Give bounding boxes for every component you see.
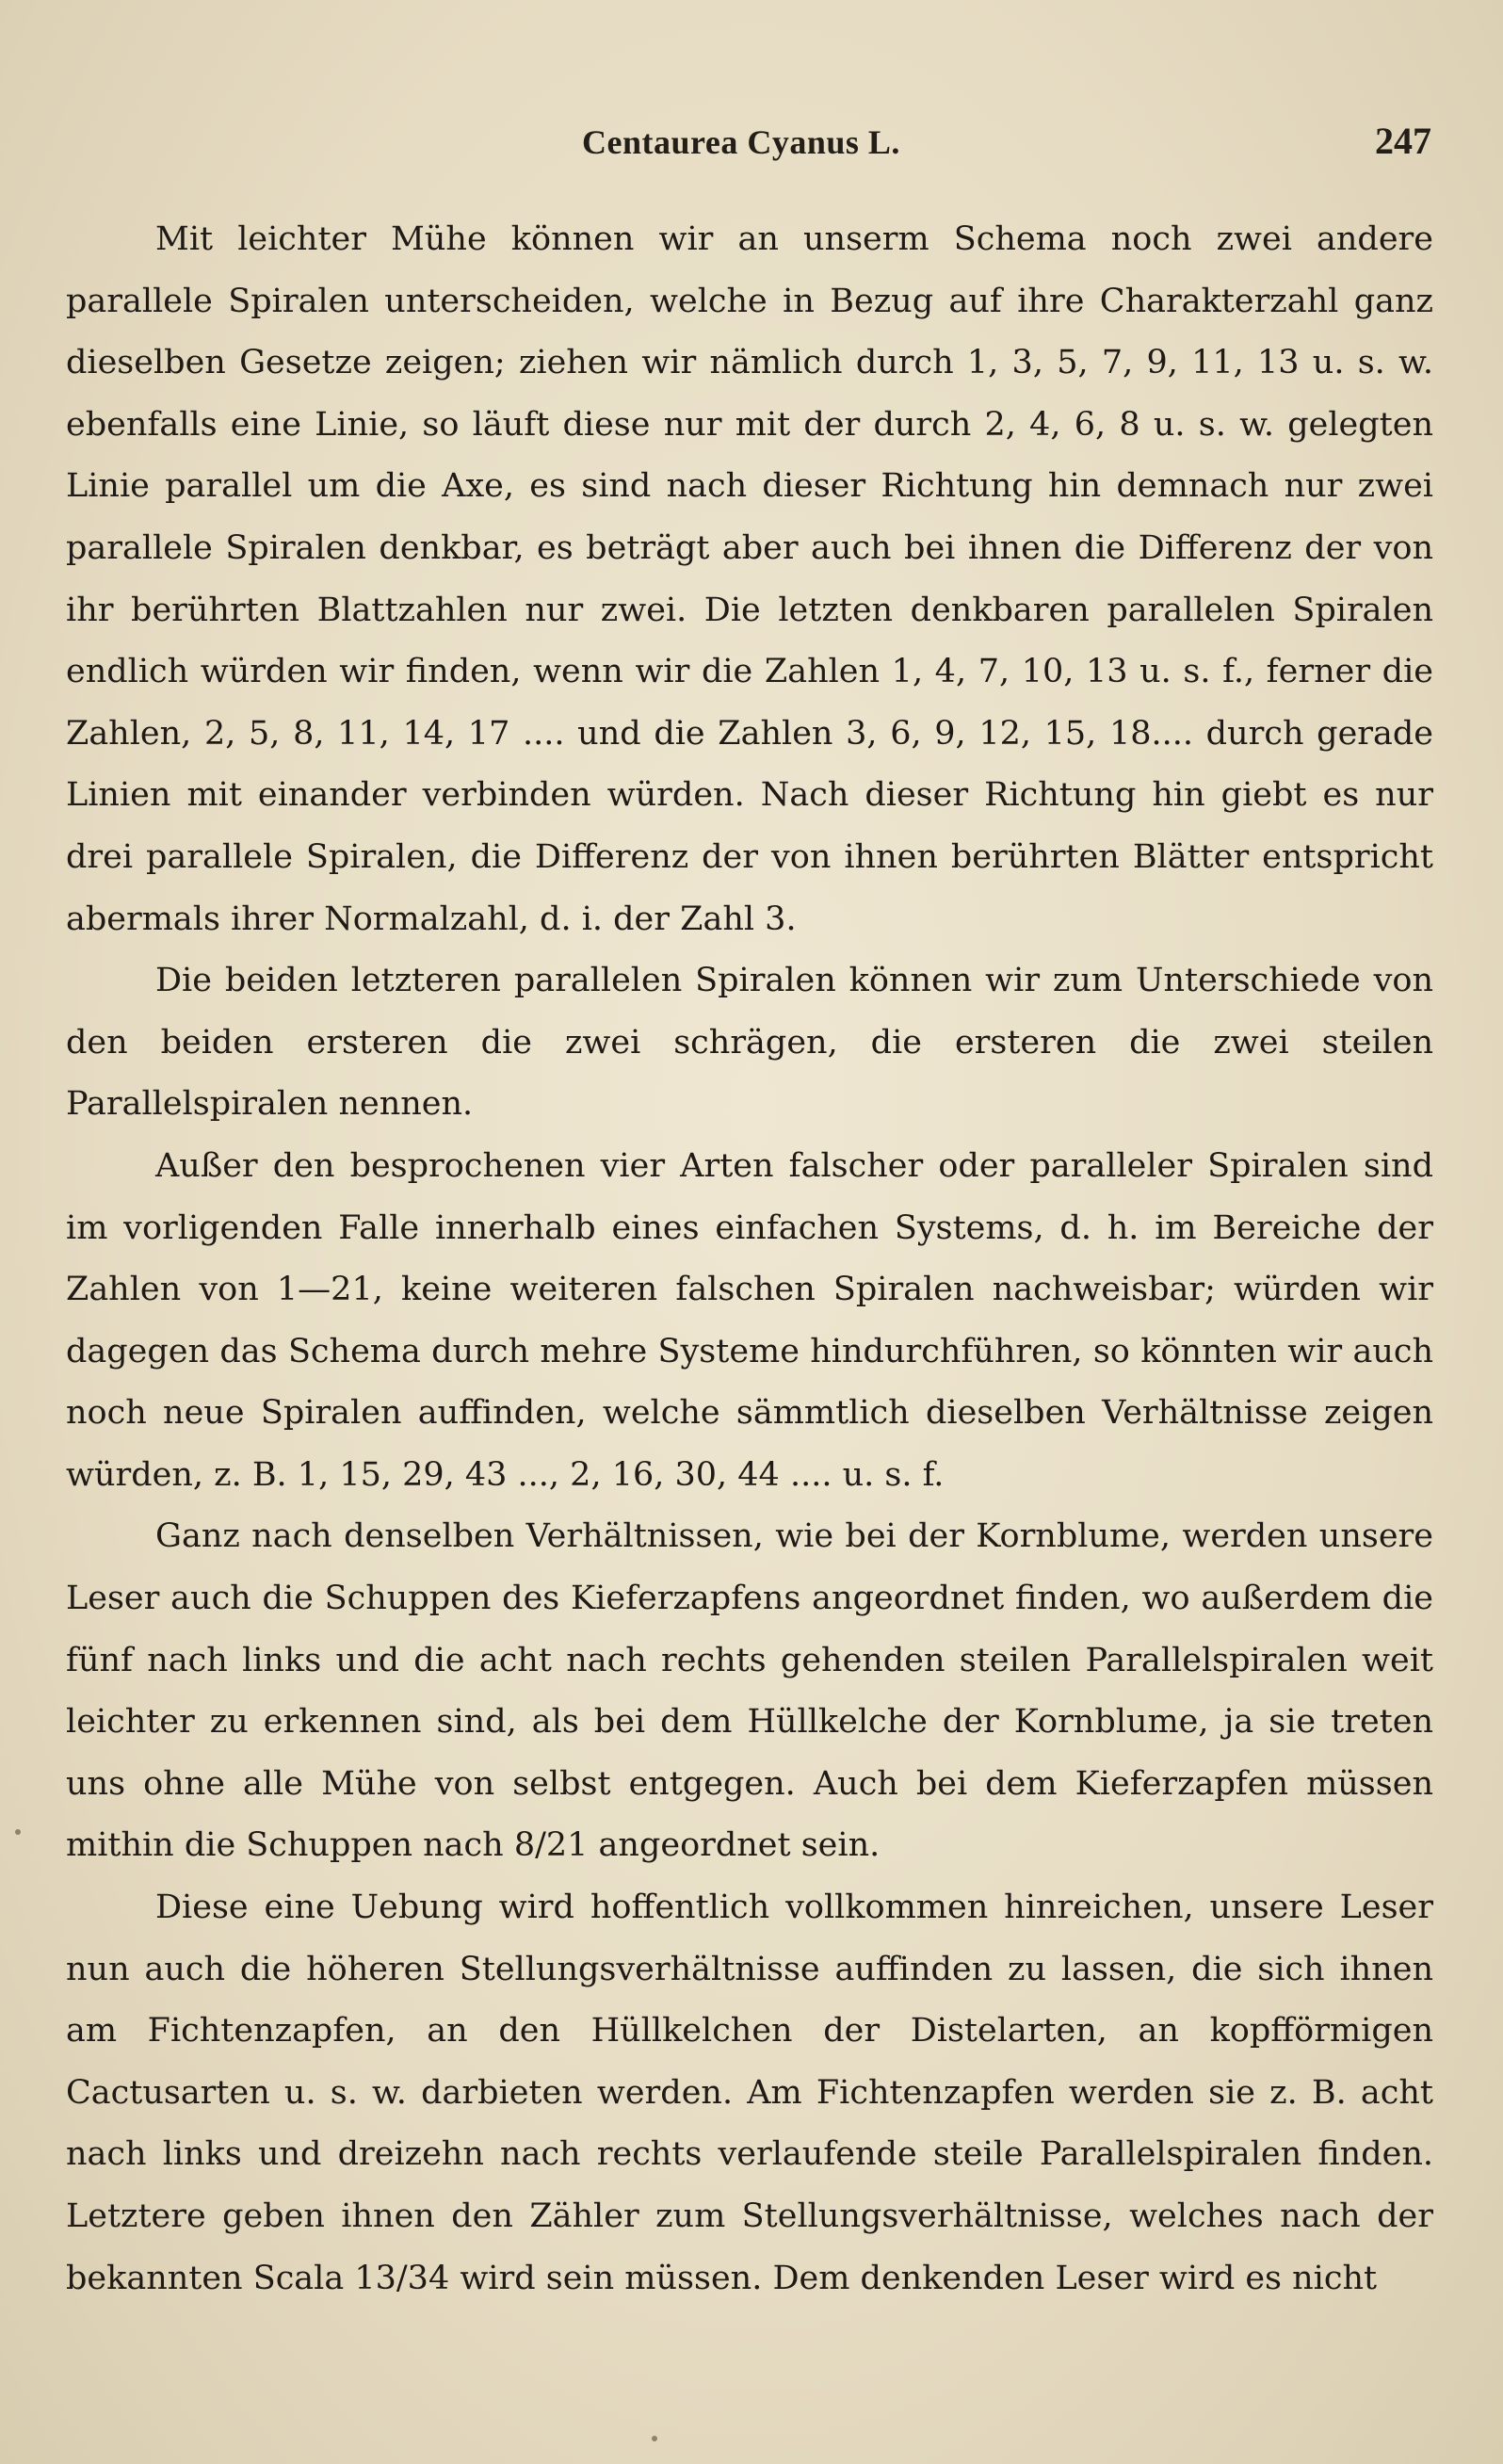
paragraph-1: Mit leichter Mühe können wir an unserm Schema noch zwei andere parallele Spiralen unterscheiden, welche in Bezug auf ihre Charakterzahl ganz dieselben Gesetze zeigen; ziehen wir nämlich durch 1, 3, 5, 7, 9, 11, 13 u. s. w. ebenfalls eine Linie, so läuft diese nur mit der durch 2, 4, 6, 8 u. s. w. gelegten Linie parallel um die Axe, es sind nach dieser Richtung hin demnach nur zwei parallele Spiralen denkbar, es beträgt aber auch bei ihnen die Differenz der von ihr berührten Blattzahlen nur zwei. Die letzten denkbaren parallelen Spiralen endlich würden wir finden, wenn wir die Zahlen 1, 4, 7, 10, 13 u. s. f., ferner die Zahlen, 2, 5, 8, 11, 14, 17 .... und die Zahlen 3, 6, 9, 12, 15, 18.... durch gerade Linien mit einander verbinden würden. Nach dieser Richtung hin giebt es nur drei parallele Spiralen, die Differenz der von ihnen berührten Blätter entspricht abermals ihrer Normalzahl, d. i. der Zahl 3.	[66, 220, 1433, 938]
paragraph-4: Ganz nach denselben Verhältnissen, wie bei der Kornblume, werden unsere Leser auch die Schuppen des Kieferzapfens angeordnet finden, wo außerdem die fünf nach links und die acht nach rechts gehenden steilen Parallelspiralen weit leichter zu erkennen sind, als bei dem Hüllkelche der Kornblume, ja sie treten uns ohne alle Mühe von selbst entgegen. Auch bei dem Kieferzapfen müssen mithin die Schuppen nach 8/21 angeordnet sein.	[66, 1517, 1433, 1865]
paper-speck	[652, 2436, 657, 2441]
running-title: Centaurea Cyanus L.	[582, 123, 900, 161]
paragraph-2: Die beiden letzteren parallelen Spiralen können wir zum Unterschiede von den beiden ersteren die zwei schrägen, die ersteren die zwei steilen Parallelspiralen nennen.	[66, 962, 1433, 1124]
running-head	[66, 122, 1431, 179]
paper-speck	[15, 1829, 21, 1835]
paragraph-3: Außer den besprochenen vier Arten falscher oder paralleler Spiralen sind im vorligenden Falle innerhalb eines einfachen Systems, d. h. im Bereiche der Zahlen von 1—21, keine weiteren falschen Spiralen nachweisbar; würden wir dagegen das Schema durch mehre Systeme hindurchführen, so könnten wir auch noch neue Spiralen auffinden, welche sämmtlich dieselben Verhältnisse zeigen würden, z. B. 1, 15, 29, 43 ..., 2, 16, 30, 44 .... u. s. f.	[66, 1146, 1433, 1494]
body-text	[66, 209, 1433, 2310]
paragraph-5: Diese eine Uebung wird hoffentlich vollkommen hinreichen, unsere Leser nun auch die höheren Stellungsverhältnisse auffinden zu lassen, die sich ihnen am Fichtenzapfen, an den Hüllkelchen der Distelarten, an kopfförmigen Cactusarten u. s. w. darbieten werden. Am Fichtenzapfen werden sie z. B. acht nach links und dreizehn nach rechts verlaufende steile Parallelspiralen finden. Letztere geben ihnen den Zähler zum Stellungsverhältnisse, welches nach der bekannten Scala 13/34 wird sein müssen. Dem denkenden Leser wird es nicht	[66, 1889, 1433, 2297]
page-number: 247	[1375, 120, 1431, 162]
